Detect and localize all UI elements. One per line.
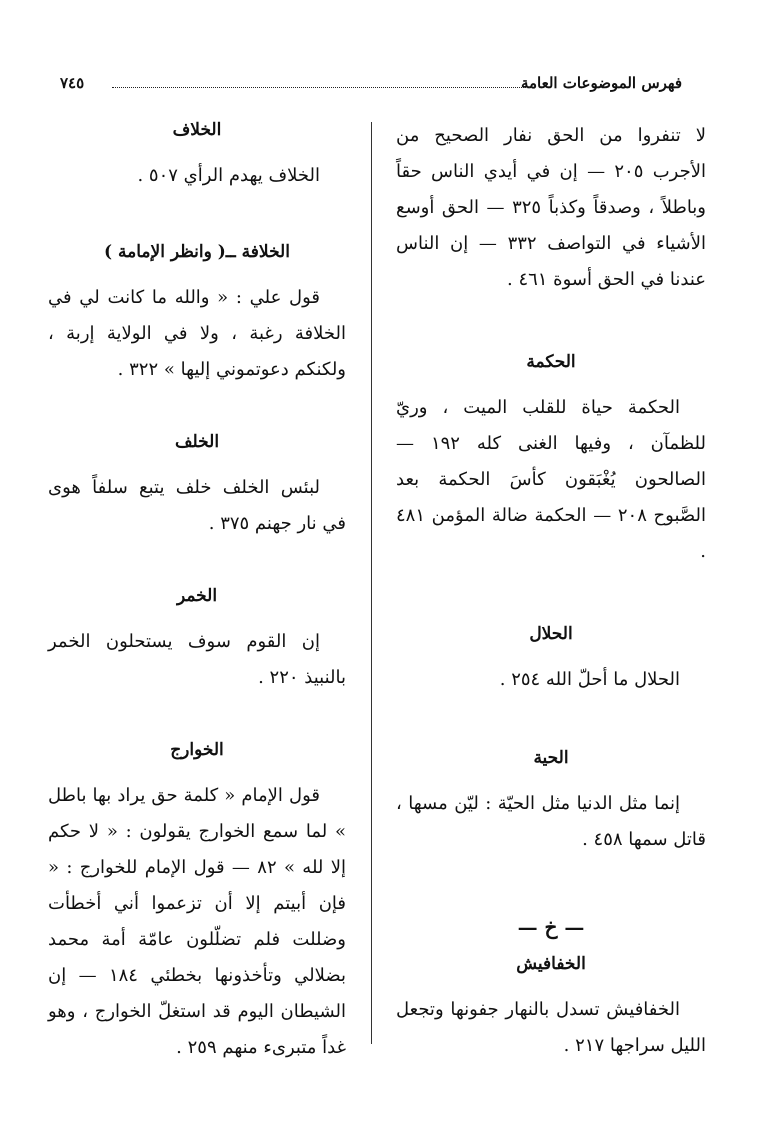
entry-khamr	[48, 582, 346, 696]
entry-heading: الخوارج	[170, 740, 224, 760]
running-title: فهرس الموضوعات العامة	[520, 74, 682, 92]
entry-heading: الخلافة ــ( وانظر الإمامة )	[104, 242, 290, 262]
continuation-text: لا تنفروا من الحق نفار الصحيح من الأجرب ٢٠٥ — إن في أيدي الناس حقاً وباطلاً ، وصدقاً وكذباً ٣٢٥ — الحق أوسع الأشياء في التواصف ٣٣٢ — إن الناس عندنا في الحق أسوة ٤٦١ .	[396, 125, 707, 290]
entry-heading: الخلف	[174, 432, 220, 452]
entry-khalaf	[48, 428, 346, 542]
entry-text: الحكمة حياة للقلب الميت ، وريّ للظمآن ، وفيها الغنى كله ١٩٢ — الصالحون يُغْبَقون كأسَ الحكمة بعد الصَّبوح ٢٠٨ — الحكمة ضالة المؤمن ٤٨١ .	[396, 397, 706, 562]
entry-khawarij	[48, 736, 346, 1066]
entry-khafafish	[396, 950, 706, 1064]
entry-heading: الخمر	[176, 586, 218, 606]
entry-text: الخفافيش تسدل بالنهار جفونها وتجعل الليل سراجها ٢١٧ .	[396, 999, 706, 1056]
right-column	[396, 108, 706, 1064]
entry-text: قول علي : « والله ما كانت لي في الخلافة رغبة ، ولا في الولاية إربة ، ولكنكم دعوتموني إليها » ٣٢٢ .	[48, 287, 346, 380]
entry-text: لبئس الخلف خلف يتبع سلفاً هوى في نار جهنم ٣٧٥ .	[48, 477, 346, 534]
entry-hayya	[396, 744, 706, 858]
entry-heading: الحية	[533, 748, 569, 768]
entry-text: الخلاف يهدم الرأي ٥٠٧ .	[137, 165, 320, 186]
entry-text: إنما مثل الدنيا مثل الحيّة : ليّن مسها ، قاتل سمها ٤٥٨ .	[396, 793, 706, 850]
entry-text: إن القوم سوف يستحلون الخمر بالنبيذ ٢٢٠ .	[48, 631, 346, 688]
entry-heading: الحلال	[529, 624, 573, 644]
entry-khilafa	[48, 238, 346, 388]
entry-text: قول الإمام « كلمة حق يراد بها باطل » لما سمع الخوارج يقولون : « لا حكم إلا لله » ٨٢ — قول الإمام للخوارج : « فإن أبيتم إلا أن تزعموا أني أخطأت وضللت فلم تضلّلون عامّة أمة محمد بضلالي وتأخذونها بخطئي ١٨٤ — إن الشيطان اليوم قد استغلّ الخوارج ، وهو غداً متبرىء منهم ٢٥٩ .	[48, 785, 346, 1058]
column-divider	[371, 122, 372, 1044]
page-number: ٧٤٥	[60, 74, 85, 92]
entry-hikma	[396, 348, 706, 570]
entry-heading: الحكمة	[526, 352, 576, 372]
letter-divider-kha: — خ —	[517, 915, 585, 939]
header-dotted-rule	[112, 87, 532, 88]
entry-halal	[396, 620, 706, 698]
entry-heading: الخفافيش	[516, 954, 586, 974]
left-column	[48, 108, 346, 1066]
entry-heading: الخلاف	[172, 120, 222, 140]
entry-text: الحلال ما أحلّ الله ٢٥٤ .	[499, 669, 680, 690]
running-header	[60, 74, 682, 102]
entry-khilaf	[48, 116, 346, 194]
